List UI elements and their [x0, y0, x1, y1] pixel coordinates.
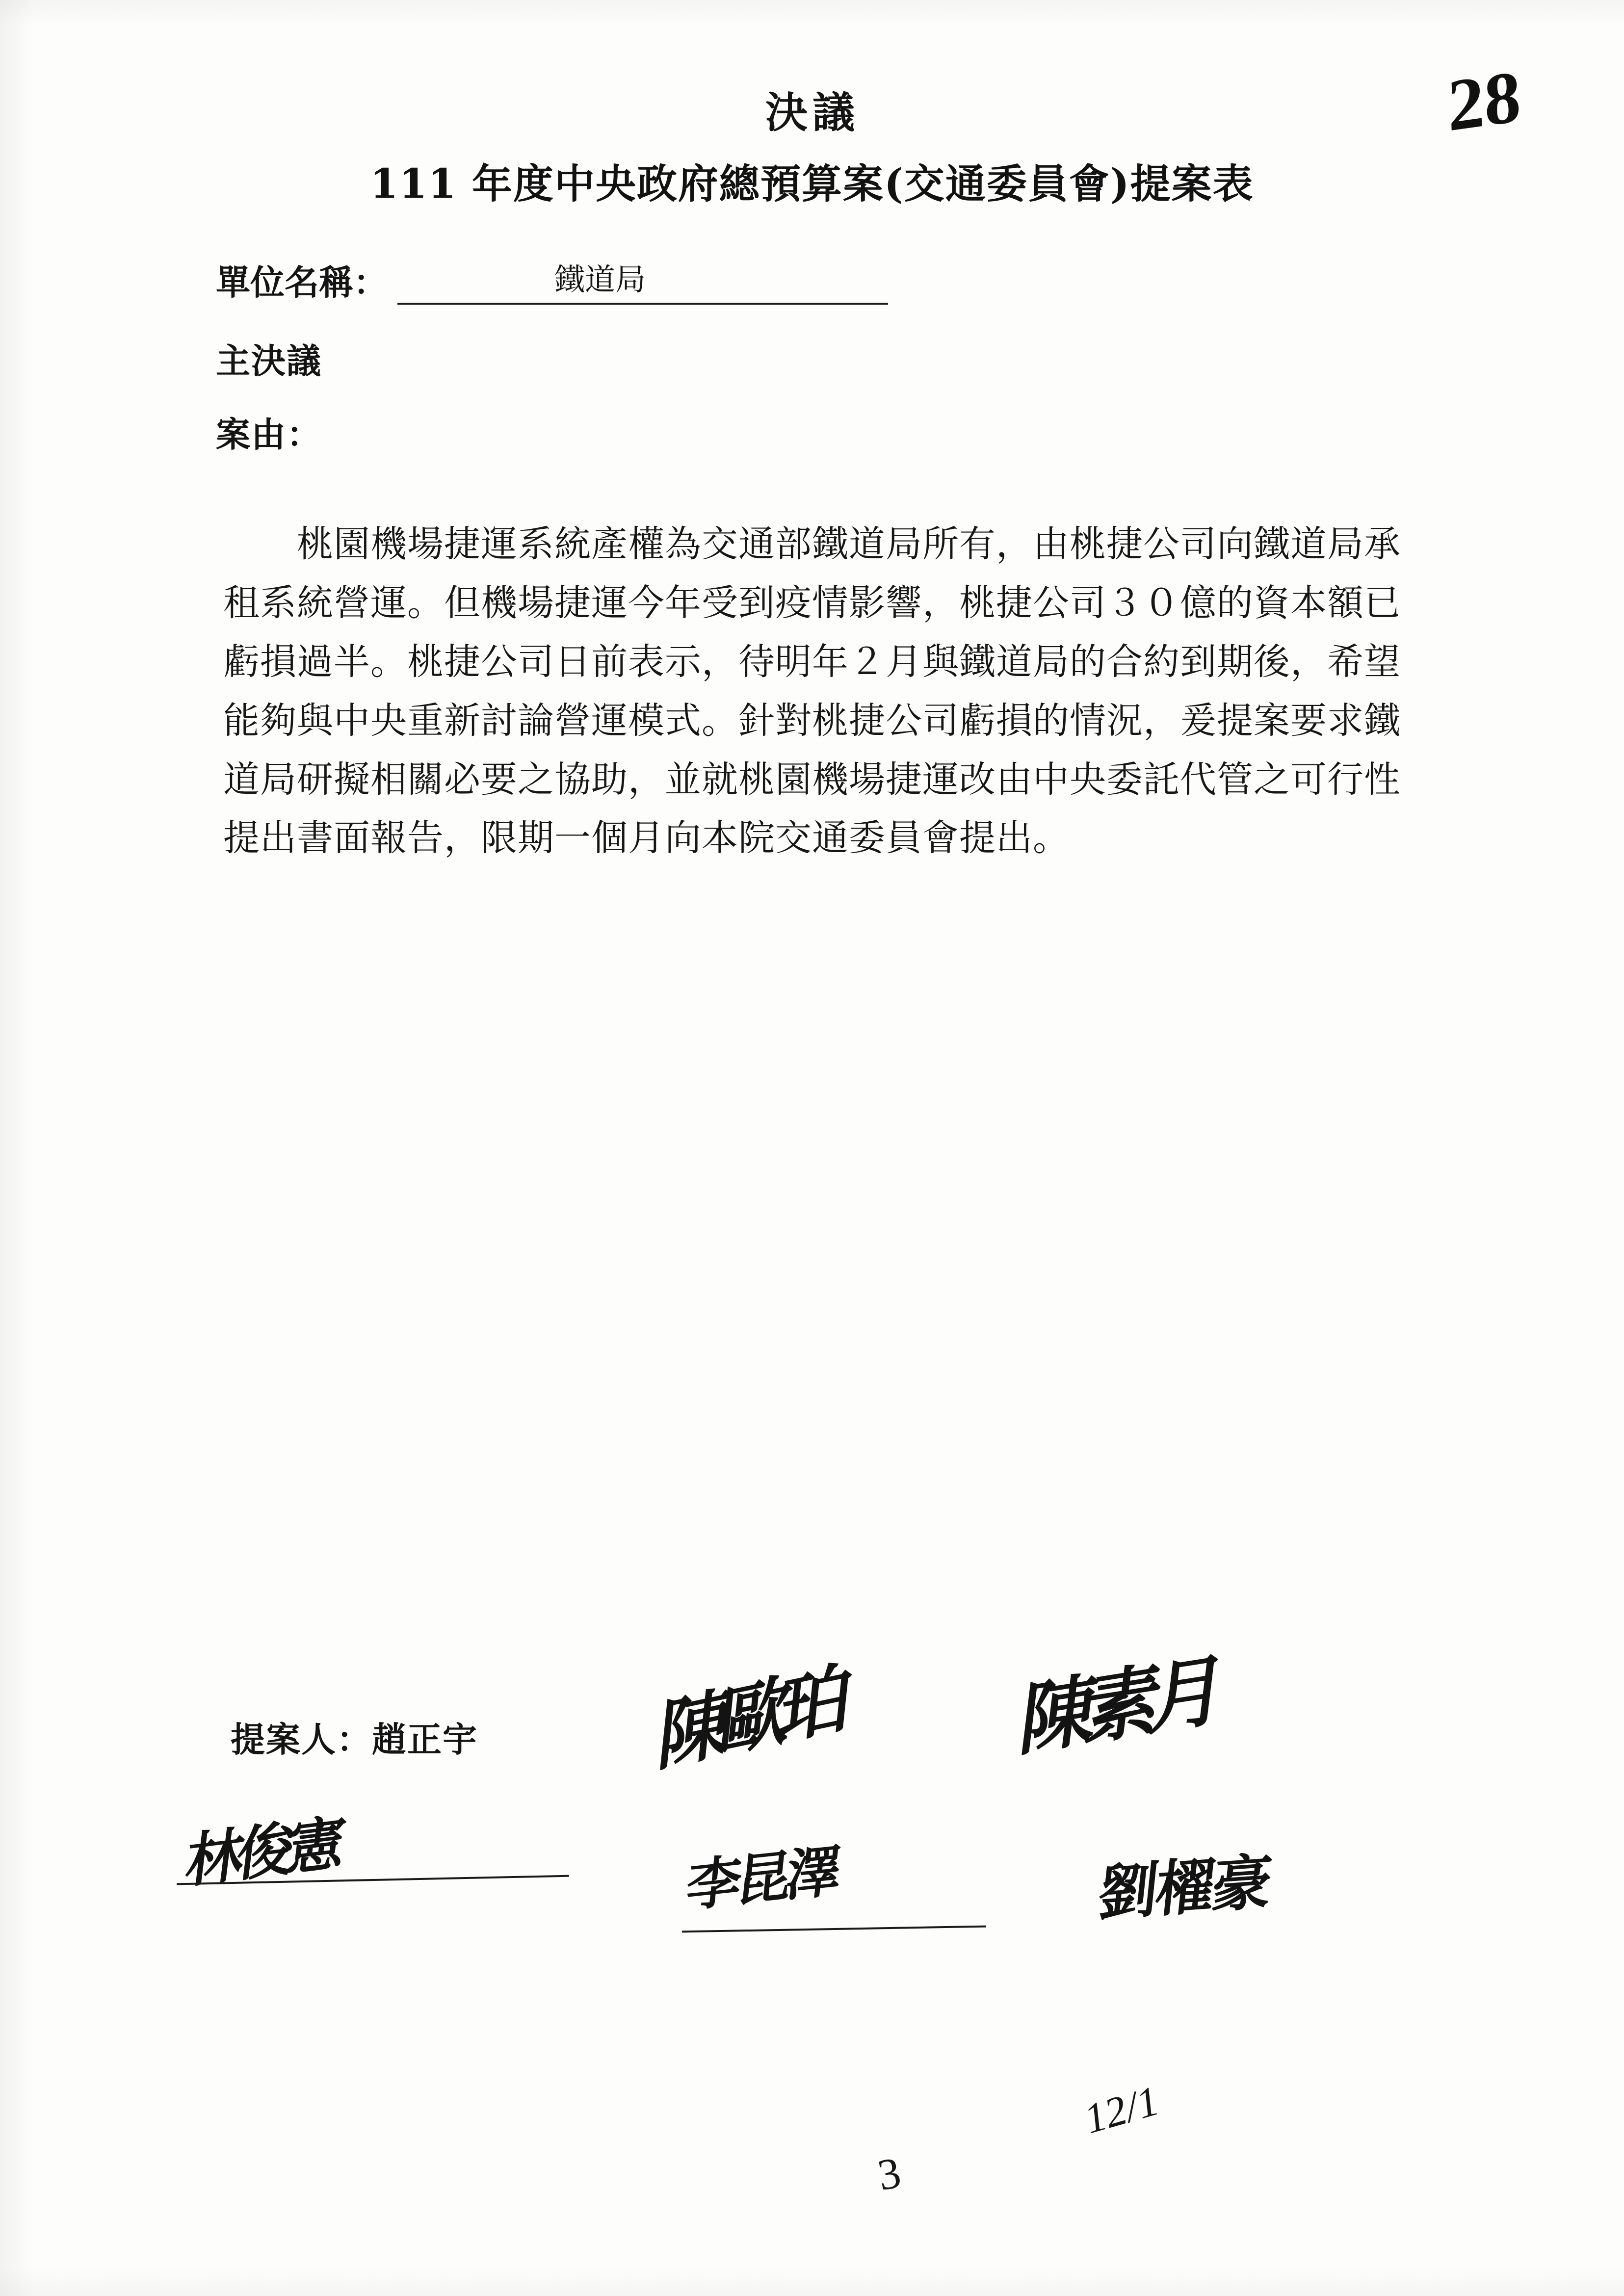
unit-name-value-wrap — [397, 262, 888, 305]
unit-name-field — [216, 255, 888, 305]
decision-stamp: 決議 — [765, 88, 860, 137]
handwritten-date-mark: 12/1 — [1083, 2075, 1161, 2144]
scan-shadow-top — [0, 0, 1624, 25]
scan-shadow-left — [0, 0, 34, 2296]
page-title: 111 年度中央政府總預算案(交通委員會)提案表 — [370, 160, 1254, 208]
signature-4: 陳素月 — [1015, 1644, 1222, 1767]
main-resolution-label: 主決議 — [216, 340, 322, 381]
signature-2: 陳歐珀 — [654, 1653, 845, 1782]
handwritten-page-number: 28 — [1446, 55, 1522, 147]
case-reason-label: 案由： — [216, 414, 322, 455]
unit-name-label: 單位名稱： — [216, 262, 388, 303]
scan-shadow-bottom — [0, 2267, 1624, 2296]
case-reason-body: 桃園機場捷運系統產權為交通部鐵道局所有，由桃捷公司向鐵道局承租系統營運。但機場捷運今年受到疫情影響，桃捷公司３０億的資本額已虧損過半。桃捷公司日前表示，待明年２月與鐵道局的合約到期後，希望能夠與中央重新討論營運模式。針對桃捷公司虧損的情況，爰提案要求鐵道局研擬相關必要之協助，並就桃園機場捷運改由中央委託代管之可行性提出書面報告，限期一個月向本院交通委員會提出。 — [223, 523, 1401, 860]
signature-1: 林俊憲 — [182, 1807, 343, 1896]
signature-5: 劉櫂豪 — [1095, 1846, 1273, 1929]
proposer-label: 提案人： — [231, 1719, 372, 1760]
unit-name-underline — [397, 303, 888, 305]
signature-underline-middle — [682, 1926, 986, 1933]
signature-3: 李昆澤 — [683, 1838, 840, 1920]
proposer-name: 趙正宇 — [372, 1719, 478, 1760]
folio-number: 3 — [874, 2148, 905, 2200]
unit-name-value: 鐵道局 — [554, 263, 646, 297]
proposer-row — [231, 1712, 478, 1762]
